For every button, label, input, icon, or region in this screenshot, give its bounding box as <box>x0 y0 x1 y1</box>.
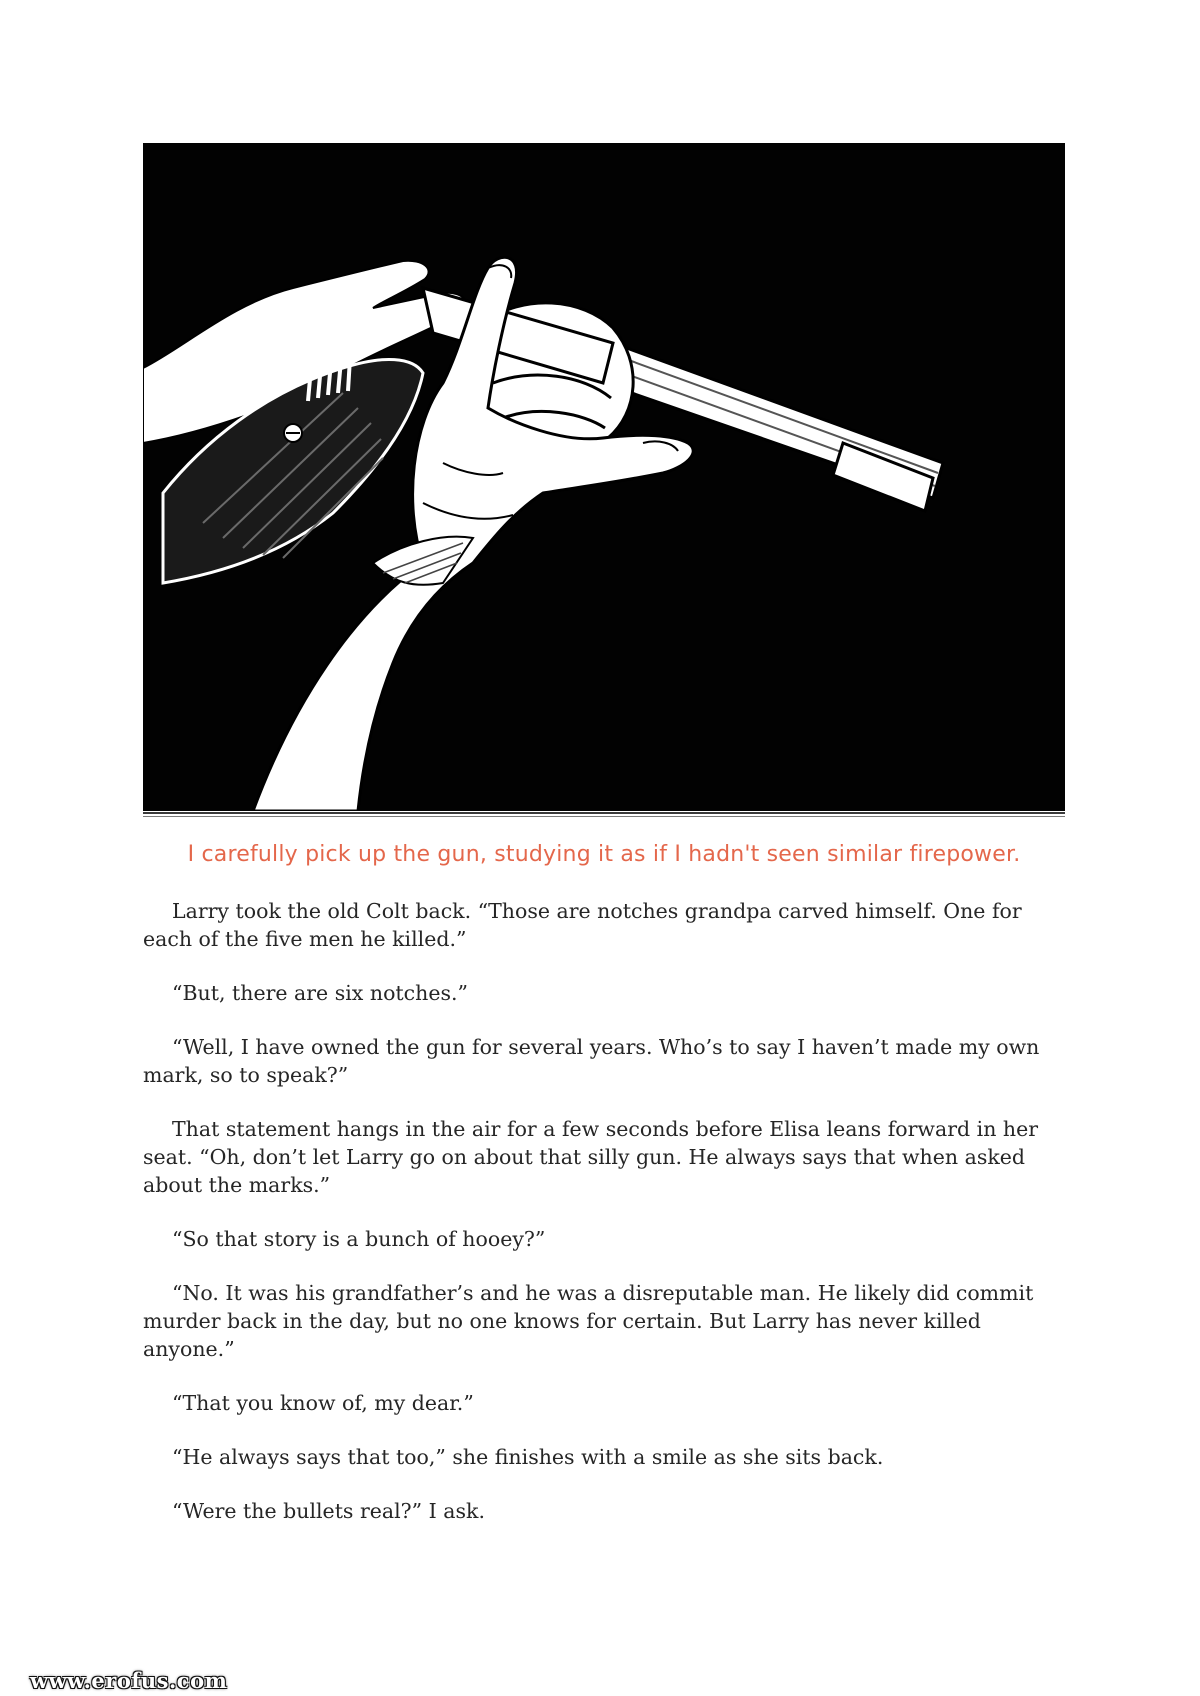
story-text <box>143 897 1065 1551</box>
paragraph: “Well, I have owned the gun for several years. Who’s to say I haven’t made my own mark, so to speak?” <box>143 1035 1040 1087</box>
revolver-illustration <box>143 143 1065 811</box>
paragraph: “No. It was his grandfather’s and he was a disreputable man. He likely did commit murder back in the day, but no one knows for certain. But Larry has never killed anyone.” <box>143 1281 1034 1361</box>
paragraph: “That you know of, my dear.” <box>172 1391 474 1415</box>
illustration-caption: I carefully pick up the gun, studying it as if I hadn't seen similar firepower. <box>187 842 1021 867</box>
paragraph: “He always says that too,” she finishes with a smile as she sits back. <box>172 1445 884 1469</box>
paragraph: “So that story is a bunch of hooey?” <box>172 1227 546 1251</box>
watermark: www.erofus.com <box>30 1668 228 1693</box>
paragraph: Larry took the old Colt back. “Those are notches grandpa carved himself. One for each of the five men he killed.” <box>143 899 1022 951</box>
paragraph: “Were the bullets real?” I ask. <box>172 1499 485 1523</box>
paragraph: That statement hangs in the air for a few seconds before Elisa leans forward in her seat. “Oh, don’t let Larry go on about that silly gun. He always says that when asked about the marks.” <box>143 1117 1039 1197</box>
separator-rule-thin <box>143 816 1065 817</box>
separator-rule <box>143 812 1065 814</box>
paragraph: “But, there are six notches.” <box>172 981 468 1005</box>
